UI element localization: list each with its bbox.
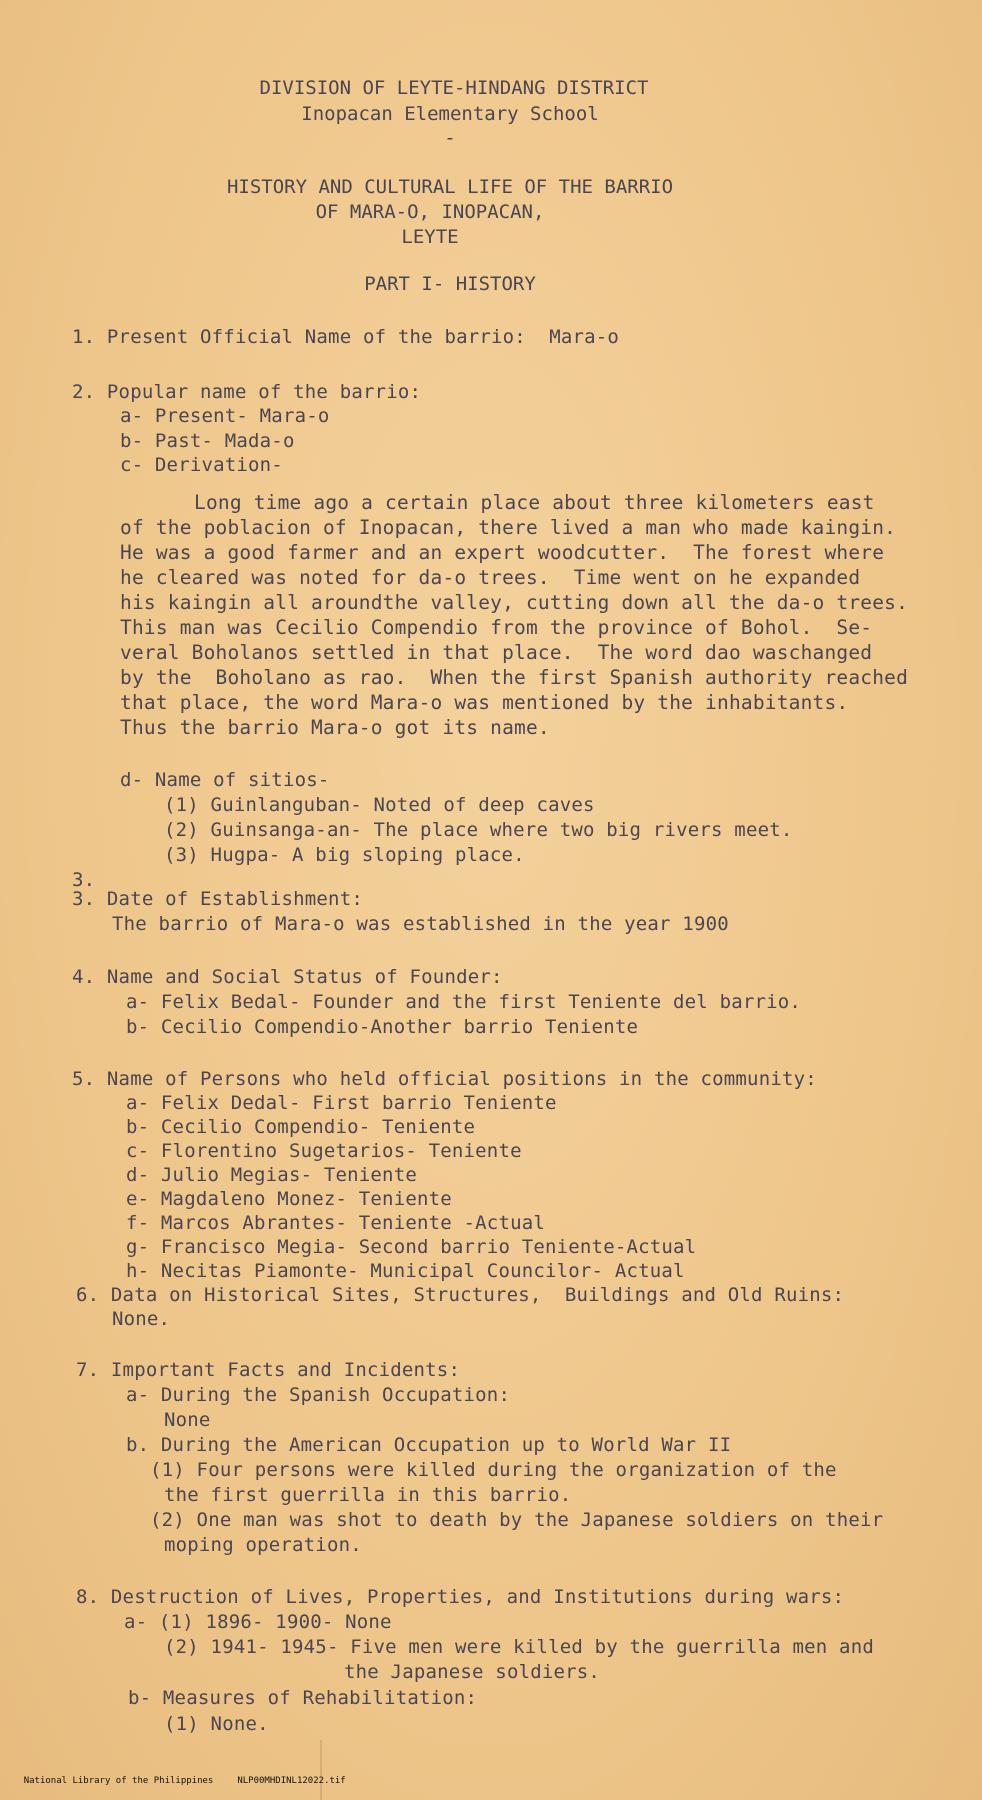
derivation-line: He was a good farmer and an expert woodcutter. The forest where: [120, 541, 885, 564]
section-2-d: d- Name of sitios-: [120, 769, 330, 791]
section-2-b: b- Past- Mada-o: [120, 430, 295, 452]
derivation-line: his kaingin all aroundthe valley, cutting down all the da-o trees.: [120, 591, 909, 614]
school-name: Inopacan Elementary School: [301, 103, 599, 125]
section-2-a: a- Present- Mara-o: [120, 405, 330, 427]
sitio-item: (3) Hugpa- A big sloping place.: [164, 844, 525, 866]
derivation-line: by the Boholano as rao. When the first Spanish authority reached: [120, 666, 909, 689]
title-line-2: OF MARA-O, INOPACAN,: [315, 201, 545, 223]
section-3-text: The barrio of Mara-o was established in the year 1900: [112, 913, 729, 935]
header-dash: -: [444, 127, 456, 149]
section-7-b1: (1) Four persons were killed during the organization of the: [150, 1459, 837, 1481]
derivation-line: veral Boholanos settled in that place. The word dao waschanged: [120, 641, 873, 664]
section-4-b: b- Cecilio Compendio-Another barrio Teniente: [126, 1016, 639, 1038]
title-line-1: HISTORY AND CULTURAL LIFE OF THE BARRIO: [226, 176, 674, 198]
section-2-heading: 2. Popular name of the barrio:: [72, 381, 422, 403]
derivation-line: This man was Cecilio Compendio from the province of Bohol. Se-: [120, 616, 873, 639]
section-3-heading: 3. Date of Establishment:: [72, 888, 363, 910]
official-item: c- Florentino Sugetarios- Teniente: [126, 1140, 522, 1162]
section-7-a-text: None: [164, 1409, 211, 1431]
official-item: g- Francisco Megia- Second barrio Teniente-Actual: [126, 1236, 697, 1258]
section-8-a1: a- (1) 1896- 1900- None: [124, 1611, 392, 1633]
official-item: e- Magdaleno Monez- Teniente: [126, 1188, 452, 1210]
section-3-stray-number: 3.: [72, 869, 96, 891]
section-7-heading: 7. Important Facts and Incidents:: [76, 1359, 461, 1381]
official-item: b- Cecilio Compendio- Teniente: [126, 1116, 476, 1138]
section-8-b: b- Measures of Rehabilitation:: [128, 1687, 478, 1709]
division-heading: DIVISION OF LEYTE-HINDANG DISTRICT: [259, 77, 649, 99]
sitio-item: (1) Guinlanguban- Noted of deep caves: [164, 794, 595, 816]
section-1: 1. Present Official Name of the barrio: Mara-o: [72, 326, 620, 348]
derivation-line: that place, the word Mara-o was mentioned by the inhabitants.: [120, 691, 849, 714]
sitio-item: (2) Guinsanga-an- The place where two big rivers meet.: [164, 819, 793, 841]
section-4-a: a- Felix Bedal- Founder and the first Teniente del barrio.: [126, 991, 802, 1013]
derivation-line: Long time ago a certain place about three kilometers east: [194, 491, 875, 514]
section-8-a2: (2) 1941- 1945- Five men were killed by the guerrilla men and: [164, 1636, 874, 1658]
section-8-heading: 8. Destruction of Lives, Properties, and Institutions during wars:: [76, 1586, 845, 1608]
section-7-b: b. During the American Occupation up to World War II: [126, 1434, 732, 1456]
part-heading: PART I- HISTORY: [364, 273, 536, 295]
section-5-heading: 5. Name of Persons who held official positions in the community:: [72, 1068, 817, 1090]
section-2-c: c- Derivation-: [120, 454, 283, 476]
library-credit: National Library of the Philippines: [23, 1776, 214, 1786]
file-name: NLP00MHDINL12022.tif: [237, 1776, 346, 1786]
official-item: a- Felix Dedal- First barrio Teniente: [126, 1092, 557, 1114]
section-7-a: a- During the Spanish Occupation:: [126, 1384, 511, 1406]
derivation-line: Thus the barrio Mara-o got its name.: [120, 716, 550, 739]
section-6-text: None.: [112, 1308, 171, 1330]
section-8-a2-cont: the Japanese soldiers.: [344, 1661, 601, 1683]
title-line-3: LEYTE: [401, 226, 459, 248]
derivation-line: of the poblacion of Inopacan, there lived a man who made kaingin.: [120, 516, 897, 539]
section-4-heading: 4. Name and Social Status of Founder:: [72, 966, 503, 988]
official-item: f- Marcos Abrantes- Teniente -Actual: [126, 1212, 546, 1234]
derivation-line: he cleared was noted for da-o trees. Time went on he expanded: [120, 566, 861, 589]
section-7-b2-cont: moping operation.: [164, 1534, 362, 1556]
section-6-heading: 6. Data on Historical Sites, Structures, Buildings and Old Ruins:: [76, 1284, 845, 1306]
section-7-b2: (2) One man was shot to death by the Japanese soldiers on their: [150, 1509, 884, 1531]
section-7-b1-cont: the first guerrilla in this barrio.: [164, 1484, 572, 1506]
scan-footer: [2, 1765, 370, 1798]
section-8-b1: (1) None.: [164, 1713, 269, 1735]
official-item: h- Necitas Piamonte- Municipal Councilor- Actual: [126, 1260, 685, 1282]
official-item: d- Julio Megias- Teniente: [126, 1164, 417, 1186]
